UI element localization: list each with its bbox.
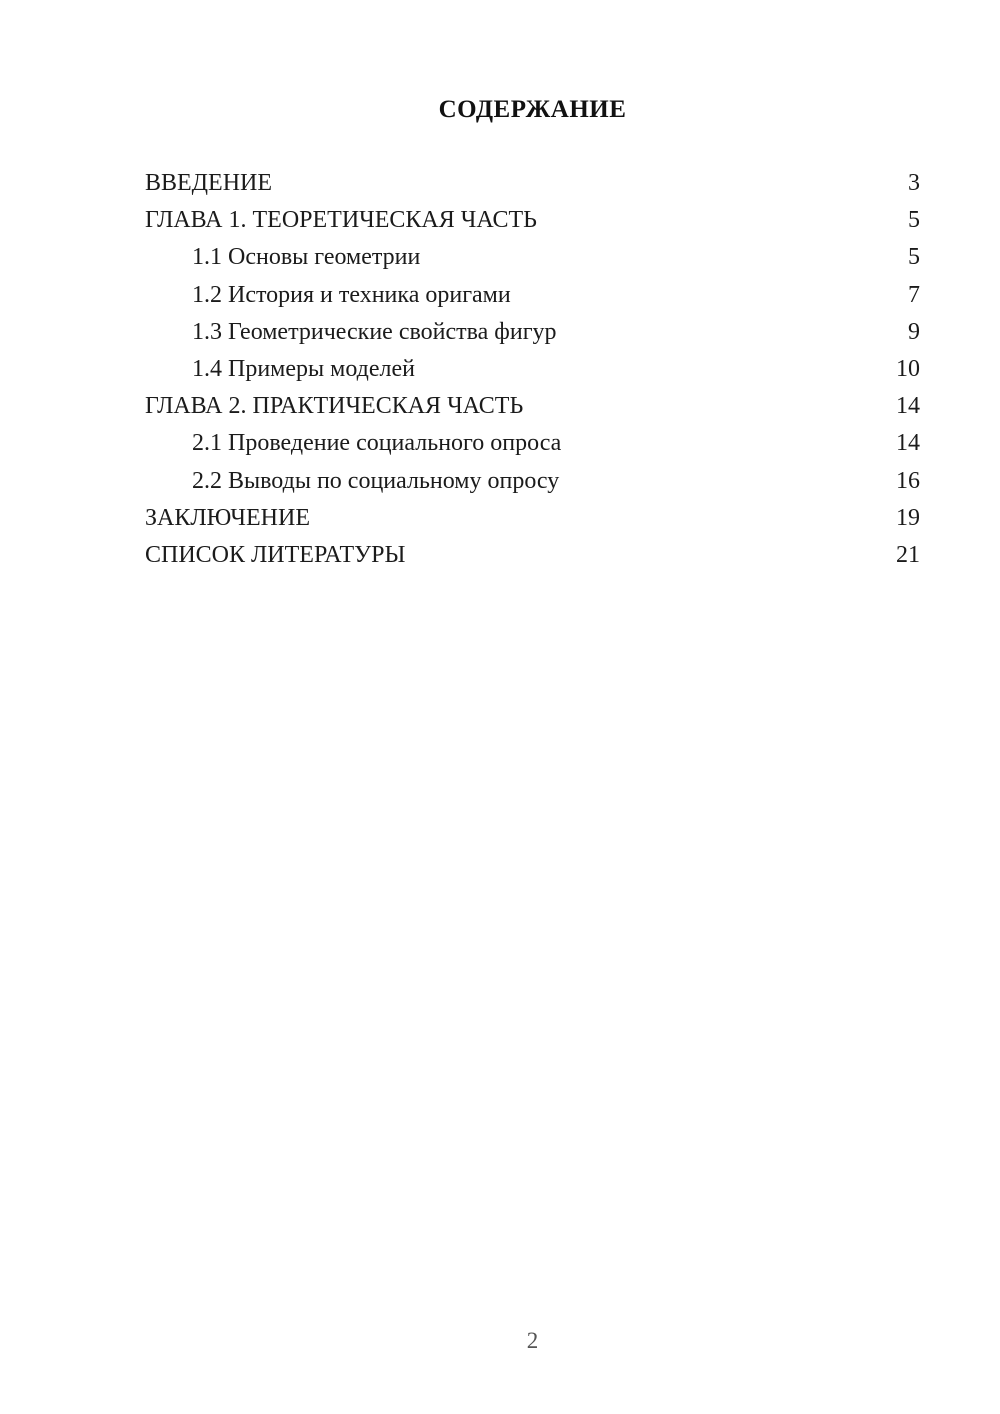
table-of-contents [145,165,920,574]
toc-entry [145,351,920,388]
toc-entry-page: 16 [896,467,920,494]
toc-entry-page: 14 [896,430,920,457]
page-number: 2 [526,1328,539,1353]
toc-entry-page: 10 [896,356,920,383]
toc-entry-page: 5 [908,244,920,271]
page-content [145,0,920,574]
toc-entry-label: ЗАКЛЮЧЕНИЕ [145,504,310,531]
toc-entry [145,165,920,202]
toc-entry-label: ВВЕДЕНИЕ [145,170,273,196]
toc-entry-page: 5 [908,207,920,234]
toc-entry [145,425,920,462]
toc-entry-label: ГЛАВА 1. ТЕОРЕТИЧЕСКАЯ ЧАСТЬ [145,207,537,234]
toc-entry [145,277,920,314]
toc-entry-label: 1.1 Основы геометрии [192,244,421,271]
toc-entry [145,388,920,425]
toc-entry-page: 7 [908,281,920,308]
toc-entry-label: 2.1 Проведение социального опроса [192,430,562,457]
toc-entry [145,463,920,500]
toc-entry-label: 2.2 Выводы по социальному опросу [192,467,560,494]
page-title: СОДЕРЖАНИЕ [438,96,627,123]
toc-entry-label: ГЛАВА 2. ПРАКТИЧЕСКАЯ ЧАСТЬ [145,393,524,420]
toc-entry [145,314,920,351]
toc-entry [145,239,920,276]
toc-entry-page: 9 [908,318,920,345]
toc-entry-page: 14 [896,393,920,420]
toc-entry-label: 1.3 Геометрические свойства фигур [192,318,557,345]
toc-entry-label: 1.4 Примеры моделей [192,356,415,383]
toc-entry [145,202,920,239]
toc-entry [145,500,920,537]
toc-entry-label: 1.2 История и техника оригами [192,281,511,308]
toc-entry-label: СПИСОК ЛИТЕРАТУРЫ [145,542,406,569]
toc-entry-page: 21 [896,542,920,569]
toc-entry [145,537,920,574]
toc-entry-page: 3 [908,170,920,196]
toc-entry-page: 19 [896,504,920,531]
